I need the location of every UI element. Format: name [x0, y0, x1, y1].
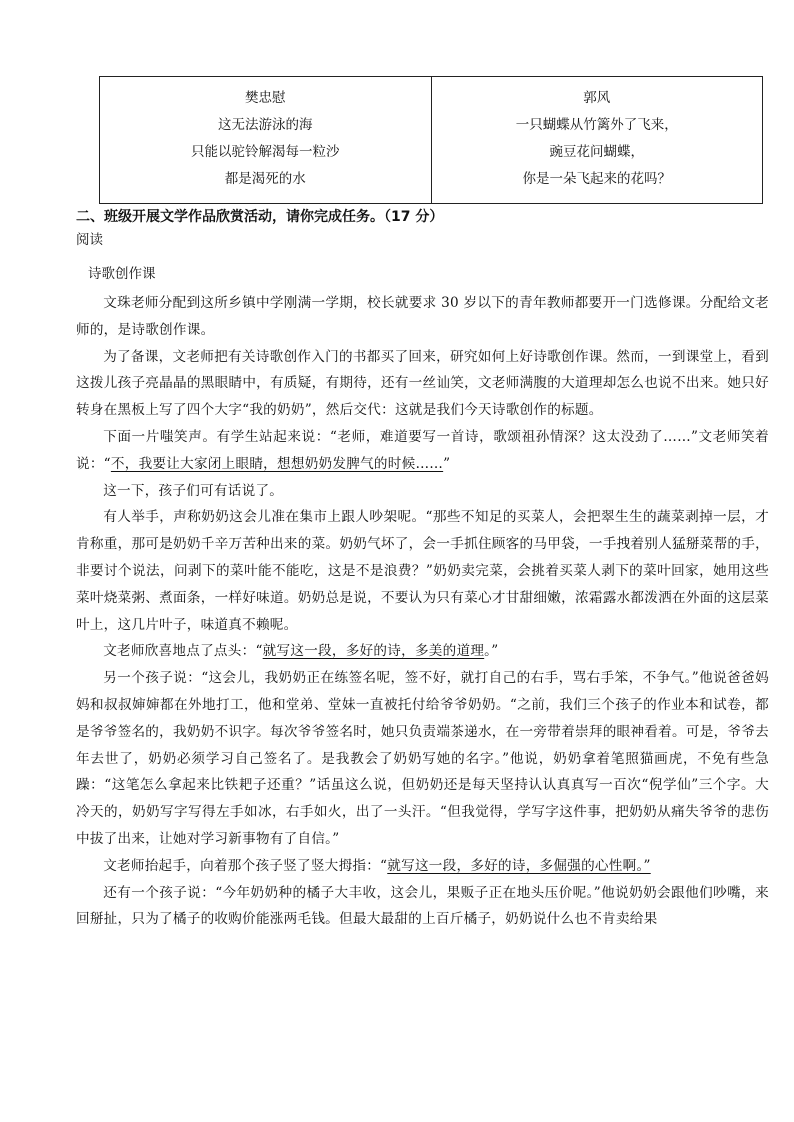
paragraph: 文珠老师分配到这所乡镇中学刚满一学期，校长就要求 30 岁以下的青年教师都要开一门选修课。分配给文老师的，是诗歌创作课。: [76, 295, 769, 338]
underlined-sentence: 不，我要让大家闭上眼睛，想想奶奶发脾气的时候……: [110, 455, 444, 472]
poem-comparison-table: [99, 76, 763, 204]
underlined-sentence: 就写这一段，多好的诗，多倔强的心性啊。”: [387, 857, 651, 874]
paragraph-text: ”: [443, 455, 451, 472]
poem-line: 你是一朵飞起来的花吗？: [522, 171, 671, 187]
paragraph: 为了备课，文老师把有关诗歌创作入门的书都买了回来，研究如何上好诗歌创作课。然而，一到课堂上，看到这拨儿孩子亮晶晶的黑眼睛中，有质疑，有期待，还有一丝讪笑，文老师满腹的大道理却怎么也说不出来。她只好转身在黑板上写了四个大字“我的奶奶”，然后交代：这就是我们今天诗歌创作的标题。: [76, 348, 769, 419]
poem-line: 都是渴死的水: [224, 171, 306, 187]
poem-author: 樊忠慰: [245, 90, 286, 106]
section-heading: 二、班级开展文学作品欣赏活动，请你完成任务。（17 分）: [76, 209, 444, 225]
underlined-sentence: 就写这一段，多好的诗，多美的道理: [262, 643, 485, 660]
article-body: [76, 290, 769, 933]
paragraph-text: 文老师欣喜地点了点头：“: [103, 643, 263, 660]
paragraph-text: 。”: [484, 643, 499, 660]
poem-line: 只能以驼铃解渴每一粒沙: [191, 144, 340, 160]
paragraph: 有人举手，声称奶奶这会儿准在集市上跟人吵架呢。“那些不知足的买菜人，会把翠生生的蔬菜剥掉一层，才肯称重，那可是奶奶千辛万苦种出来的菜。奶奶气坏了，会一手抓住顾客的马甲袋，一手拽着别人猛掰菜帮的手，非要讨个说法，问剥下的菜叶能不能吃，这是不是浪费？”奶奶卖完菜，会挑着买菜人剥下的菜叶回家，她用这些菜叶烧菜粥、煮面条，一样好味道。奶奶总是说，不要认为只有菜心才甘甜细嫩，浓霜露水都泼洒在外面的这层菜叶上，这几片叶子，味道真不赖呢。: [76, 509, 769, 633]
paragraph: 这一下，孩子们可有话说了。: [103, 482, 284, 499]
paragraph: [76, 424, 769, 478]
poem-cell-right: [431, 77, 763, 204]
poem-cell-left: [100, 77, 432, 204]
poem-author: 郭风: [583, 90, 611, 106]
poem-line: 豌豆花问蝴蝶，: [549, 144, 644, 160]
paragraph: 还有一个孩子说：“今年奶奶种的橘子大丰收，这会儿，果贩子正在地头压价呢。”他说奶奶会跟他们吵嘴，来回掰扯，只为了橘子的收购价能涨两毛钱。但最大最甜的上百斤橘子，奶奶说什么也不肯卖给果: [76, 884, 769, 928]
paragraph: [76, 853, 769, 880]
paragraph-text: 下面一片嗤笑声。有学生站起来说：“老师，难道要写一首诗，歌颂祖孙情深？这太没劲了……”文老师笑着说：“: [76, 428, 769, 472]
paragraph: 另一个孩子说：“这会儿，我奶奶正在练签名呢，签不好，就打自己的右手，骂右手笨，不争气。”他说爸爸妈妈和叔叔婶婶都在外地打工，他和堂弟、堂妹一直被托付给爷爷奶奶。“之前，我们三个孩子的作业本和试卷，都是爷爷签名的，我奶奶不识字。每次爷爷签名时，她只负责端茶递水，在一旁带着崇拜的眼神看着。可是，爷爷去年去世了，奶奶必须学习自己签名了。是我教会了奶奶写她的名字。”他说，奶奶拿着笔照猫画虎，不免有些急躁：“这笔怎么拿起来比铁耙子还重？”话虽这么说，但奶奶还是每天坚持认认真真写一百次“倪学仙”三个字。大冷天的，奶奶写字写得左手如冰，右手如火，出了一头汗。“但我觉得，学写字这件事，把奶奶从痛失爷爷的悲伤中拔了出来，让她对学习新事物有了自信。”: [76, 670, 769, 847]
paragraph: [76, 638, 769, 665]
poem-line: 一只蝴蝶从竹篱外了飞来，: [515, 117, 678, 133]
paragraph-text: 文老师抬起手，向着那个孩子竖了竖大拇指：“: [103, 857, 388, 874]
article-title: 诗歌创作课: [88, 266, 156, 282]
poem-line: 这无法游泳的海: [218, 117, 313, 133]
reading-label: 阅读: [76, 232, 103, 248]
